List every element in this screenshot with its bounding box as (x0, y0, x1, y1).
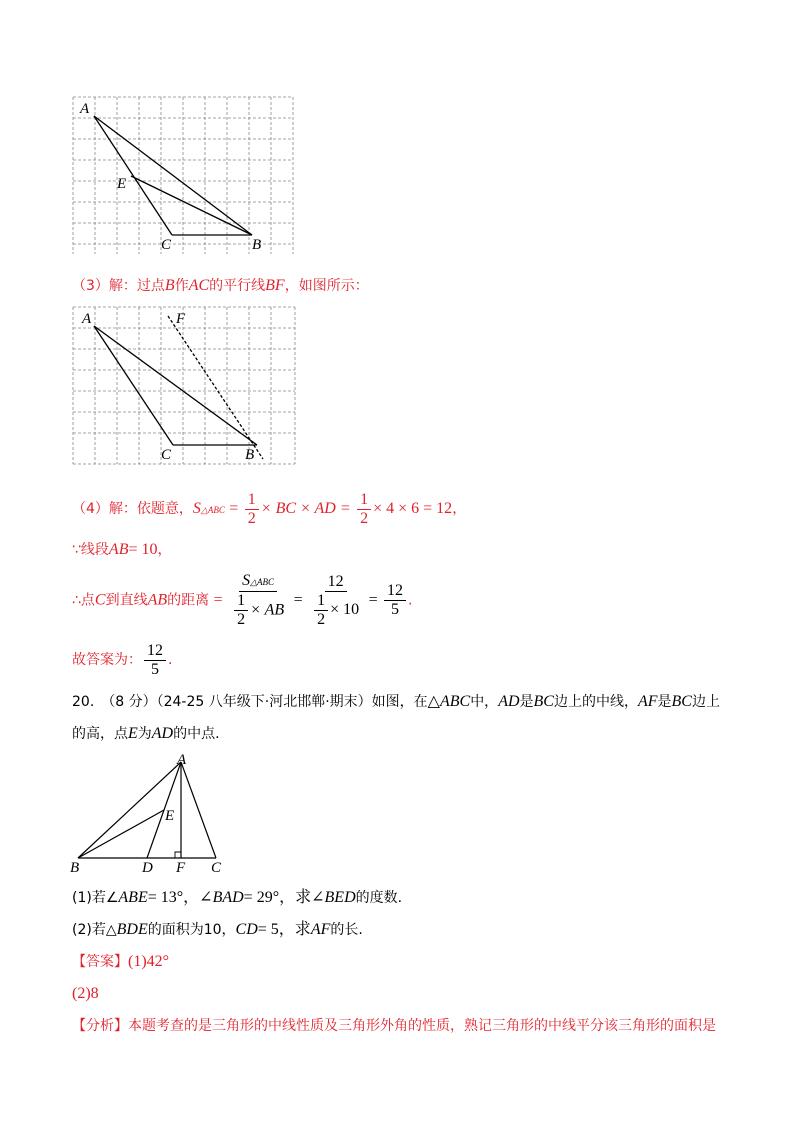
label-a: A (80, 101, 90, 117)
answer-line-2: (2)8 (72, 985, 99, 1002)
label-c: C (211, 860, 222, 874)
question-20-line-1: 20. （8 分）（24-25 八年级下·河北邯郸·期末）如图，在△ABC中，AD是BC边上的中线，AF是BC边上 (72, 693, 720, 710)
fraction-distance: S△ABC $\frac{1}{2}$ × AB (229, 572, 287, 629)
figure-grid-parallel-bf (70, 304, 300, 466)
label-e: E (165, 808, 175, 824)
segment-ac (94, 116, 172, 235)
segment-eb (131, 176, 252, 235)
label-b: B (70, 860, 80, 874)
figure-grid-triangle-abe (70, 94, 296, 256)
label-b: B (245, 447, 255, 463)
label-c: C (161, 447, 172, 463)
analysis-line: 【分析】本题考查的是三角形的中线性质及三角形外角的性质，熟记三角形的中线平分该三角形的面积是 (72, 1018, 716, 1034)
sub-question-1: (1)若∠ABE= 13°，∠BAD= 29°，求∠BED的度数. (72, 889, 403, 906)
sub-question-2: (2)若△BDE的面积为10，CD= 5，求AF的长. (72, 921, 363, 938)
step-3-text: （3）解：过点B作AC的平行线BF，如图所示： (72, 277, 369, 294)
right-angle-mark (175, 852, 181, 858)
label-f: F (176, 311, 186, 327)
because-line: ∵线段AB= 10， (72, 541, 172, 558)
fraction-half: $\frac{1}{2}$ (245, 491, 259, 528)
fraction-12-over-half-10: 12 $\frac{1}{2}$ × 10 (309, 573, 362, 629)
label-f: F (176, 860, 186, 874)
answer-19: 故答案为： $\frac{12}{5}$ . (72, 641, 173, 678)
label-a: A (177, 752, 187, 768)
answer-line-1: 【答案】(1)42° (72, 953, 170, 970)
fraction-half-2: $\frac{1}{2}$ (357, 491, 371, 528)
label-a: A (82, 311, 92, 327)
segment-ab (94, 326, 257, 445)
label-e: E (117, 176, 127, 192)
label-b: B (252, 237, 262, 253)
label-c: C (161, 237, 172, 253)
question-20-line-2: 的高，点E为AD的中点. (72, 725, 220, 742)
fraction-12-5: $\frac{12}{5}$ (384, 582, 406, 619)
segment-ac (181, 762, 216, 858)
figure-triangle-abc (66, 752, 236, 874)
label-d: D (142, 860, 153, 874)
fraction-answer: $\frac{12}{5}$ (144, 642, 166, 679)
step-4-text: （4）解：依题意，S△ABC = $\frac{1}{2}$ × BC × AD = $\frac{1}{2}$ × 4 × 6 = 12， (72, 490, 467, 527)
therefore-line: ∴点C到直线AB的距离 = S△ABC $\frac{1}{2}$ × AB = 12 $\frac{1}{2}$ × 10 = $\frac{12}{5}$ . (72, 572, 413, 628)
